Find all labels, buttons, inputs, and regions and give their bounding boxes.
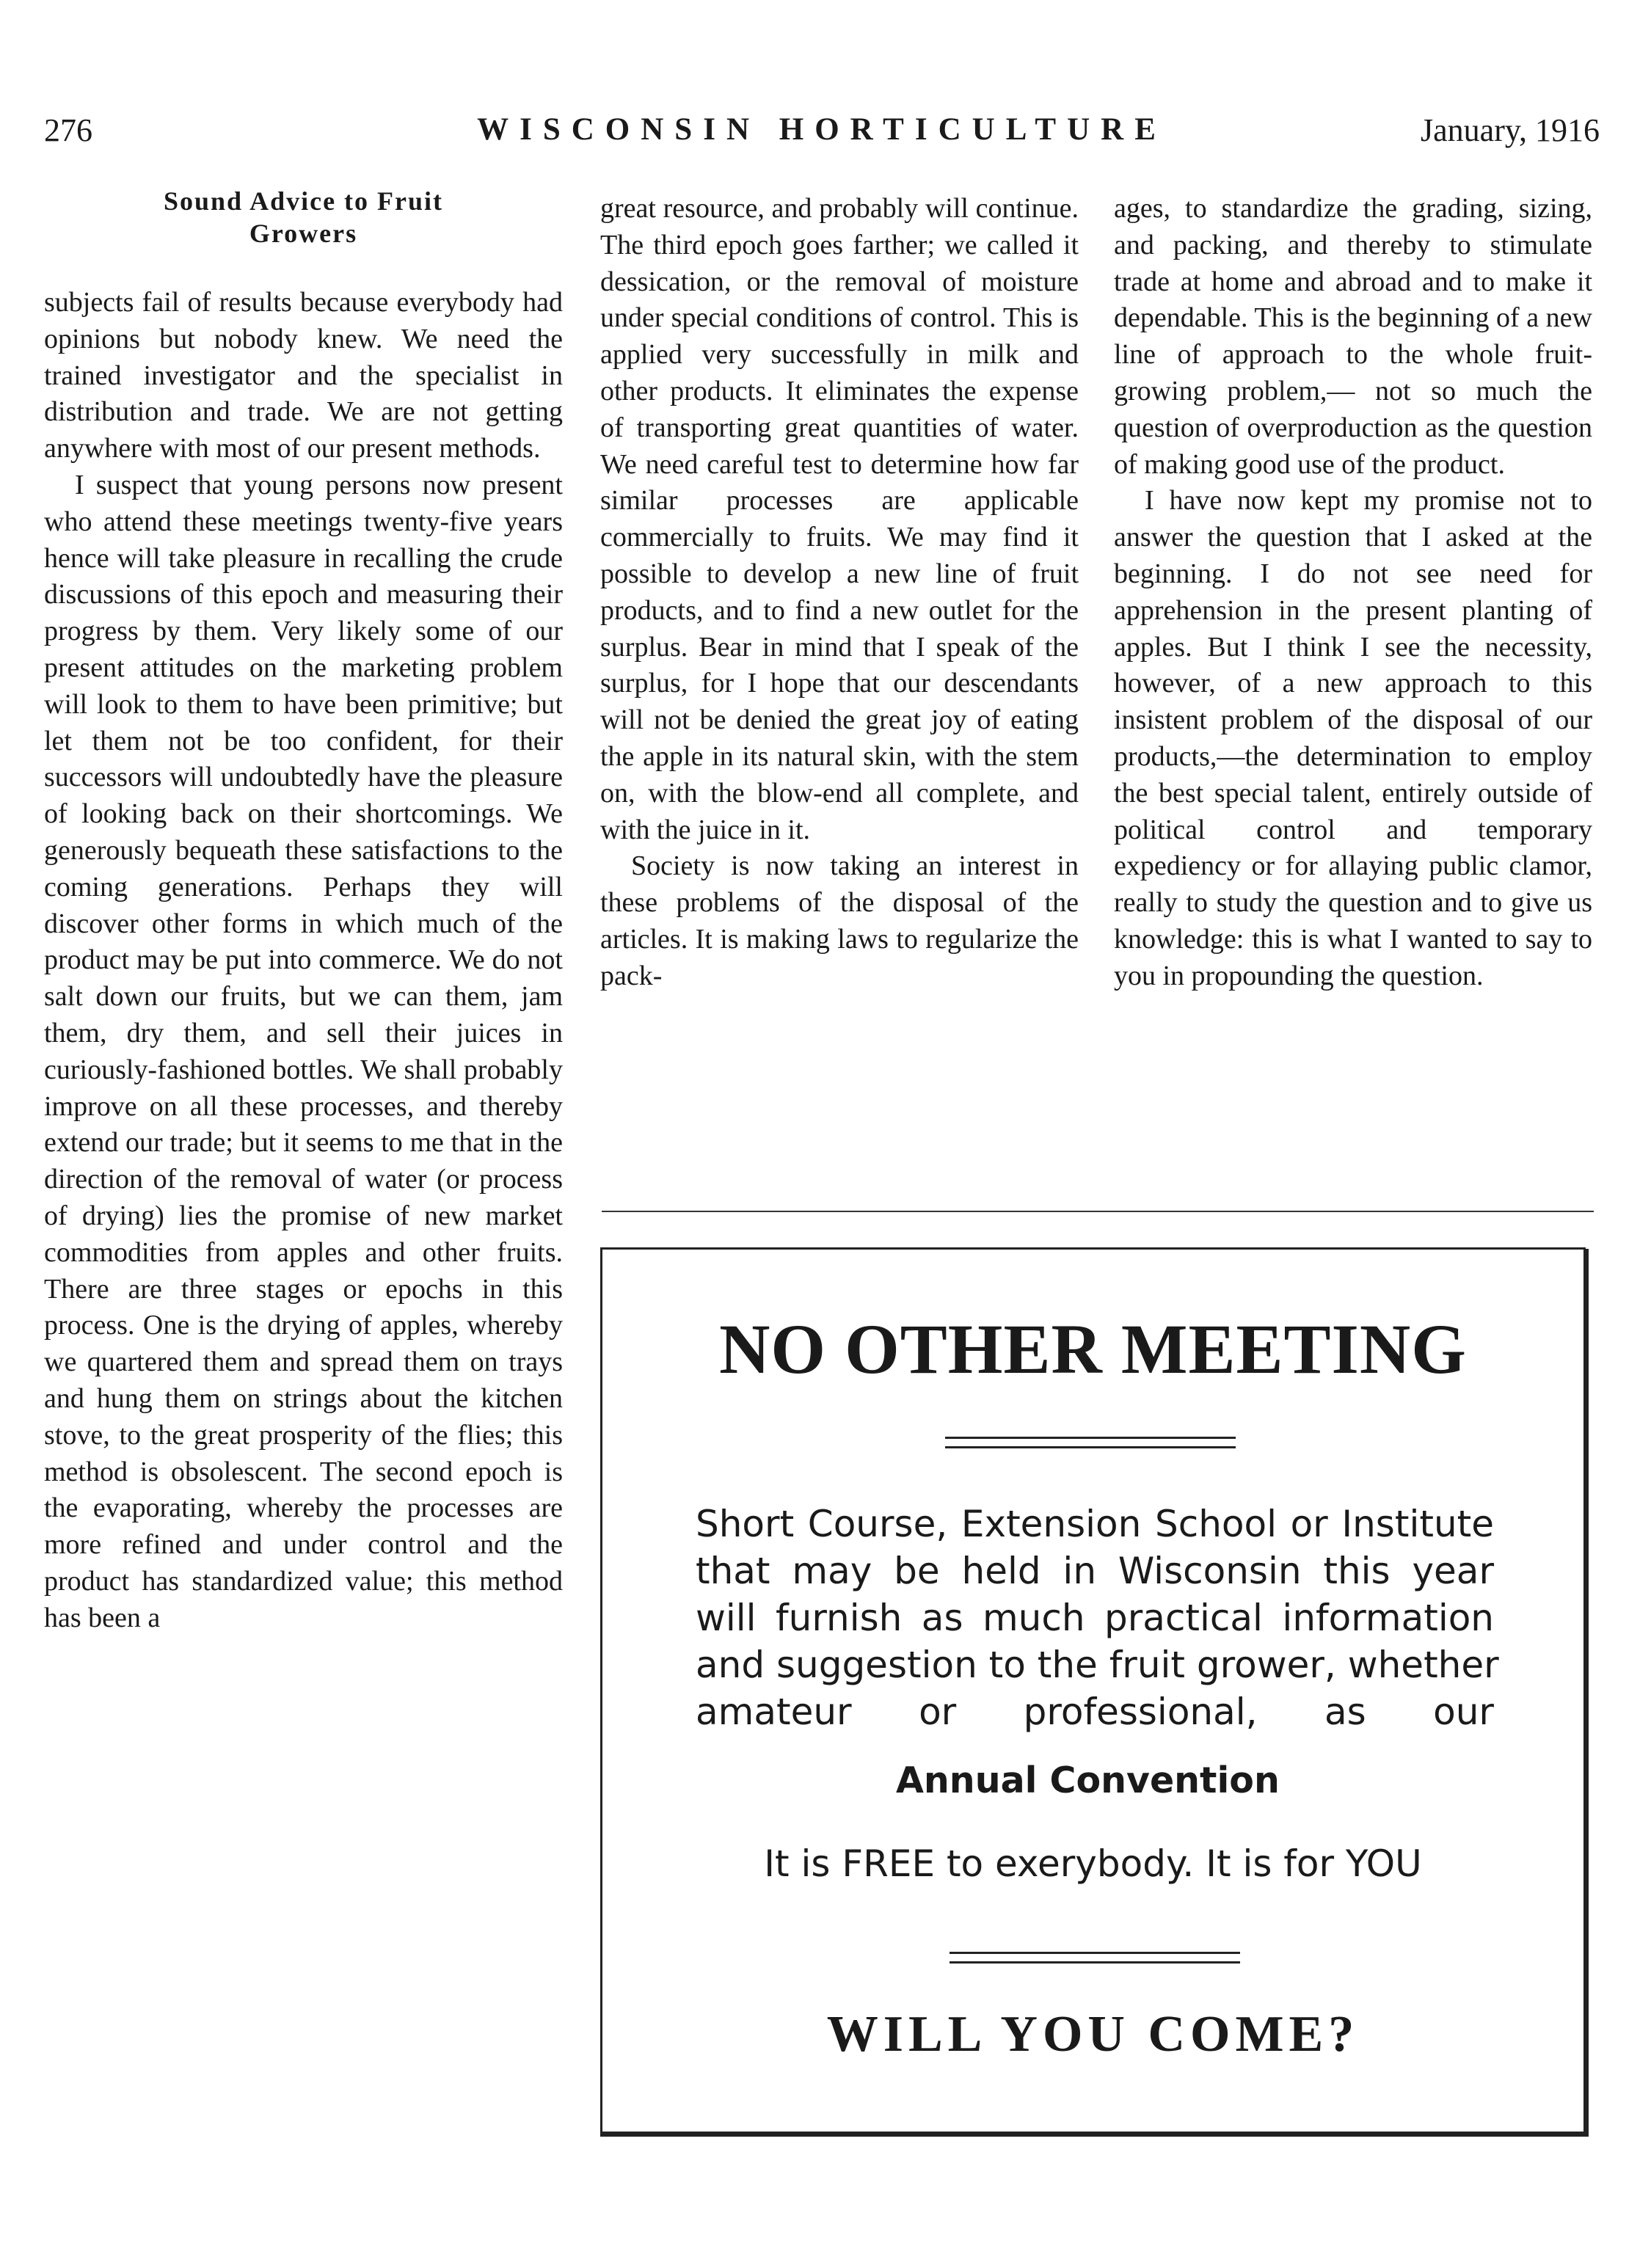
double-rule xyxy=(945,1437,1236,1448)
ad-border-shadow xyxy=(1586,1249,1589,2137)
paragraph: I suspect that young persons now present who attend these meetings twenty-five years hence will take pleasure in recalling the crude discussions of this epoch and measuring their progress by them. Very likely some of our present attitudes on the marketing problem will look to them to have been primitive; but let them not be too confident, for their successors will undoubtedly have the pleasure of looking back on their shortcomings. We generously bequeath these satisfactions to the coming generations. Perhaps they will discover other forms in which much of the product may be put into commerce. We do not salt down our fruits, but we can them, jam them, dry them, and sell their juices in curiously-fashioned bottles. We shall probably improve on all these processes, and thereby extend our trade; but it seems to me that in the direction of the removal of water (or process of drying) lies the promise of new market commodities from apples and other fruits. There are three stages or epochs in this process. One is the drying of apples, whereby we quartered them and spread them on trays and hung them on strings about the kitchen stove, to the great prosperity of the flies; this method is obsolescent. The second epoch is the evaporating, whereby the processes are more refined and under control and the product has standardized value; this method has been a xyxy=(44,469,563,1633)
column-3 xyxy=(1114,191,1592,995)
article-title-line-2: Growers xyxy=(249,219,358,248)
paragraph: Society is now taking an interest in these problems of the disposal of the articles. It is making laws to regularize the pack- xyxy=(600,850,1079,991)
paragraph: I have now kept my promise not to answer the question that I asked at the beginning. I do not see need for apprehension in the present planting of apples. But I think I see the necessity, however, of a new approach to this insistent problem of the disposal of our products,—the determination to employ the best special talent, entirely outside of political control and temporary expediency or for allaying public clamor, really to study the question and to give us knowledge: this is what I wanted to say to you in propounding the question. xyxy=(1114,485,1592,991)
divider-rule xyxy=(602,1211,1071,1212)
publication-title: WISCONSIN HORTICULTURE xyxy=(477,112,1167,147)
ad-closing-question: WILL YOU COME? xyxy=(826,2006,1360,2063)
ad-body-line: will furnish as much practical information xyxy=(696,1597,1494,1639)
paragraph: ages, to standardize the grading, sizing, and packing, and thereby to stimulate trade at home and abroad and to make it dependable. This is the beginning of a new line of approach to the whole fruit-growing problem,— not so much the question of overproduction as the question of making good use of the product. xyxy=(1114,193,1592,480)
article-title-line-1: Sound Advice to Fruit xyxy=(163,186,444,216)
free-admission-line: It is FREE to exerybody. It is for YOU xyxy=(764,1842,1422,1885)
annual-convention-label: Annual Convention xyxy=(896,1760,1280,1801)
ad-body-line: and suggestion to the fruit grower, whether xyxy=(696,1644,1499,1686)
paragraph: subjects fail of results because everybody had opinions but nobody knew. We need the trained investigator and the specialist in distribution and trade. We are not getting anywhere with most of our present methods. xyxy=(44,287,563,464)
ad-body-text xyxy=(696,1501,1499,1735)
ad-body-line: Short Course, Extension School or Institute xyxy=(696,1503,1494,1545)
divider-rule xyxy=(1071,1211,1594,1212)
running-header xyxy=(44,112,1600,156)
paragraph: great resource, and probably will continue. The third epoch goes farther; we called it dessication, or the removal of moisture under special conditions of control. This is applied very successfully in milk and other products. It eliminates the expense of transporting great quantities of water. We need careful test to determine how far similar processes are applicable commercially to fruits. We may find it possible to develop a new line of fruit products, and to find a new outlet for the surplus. Bear in mind that I speak of the surplus, for I hope that our descendants will not be denied the great joy of eating the apple in its natural skin, with the stem on, with the blow-end all complete, and with the juice in it. xyxy=(600,193,1079,845)
column-2 xyxy=(600,191,1079,995)
ad-headline: NO OTHER MEETING xyxy=(719,1310,1467,1388)
page-number: 276 xyxy=(44,112,92,148)
article-title xyxy=(44,185,563,249)
ad-body-line: that may be held in Wisconsin this year xyxy=(696,1550,1494,1592)
column-1 xyxy=(44,285,563,1636)
double-rule xyxy=(950,1952,1240,1963)
ad-body-line: amateur or professional, as our xyxy=(696,1691,1494,1733)
ad-border-shadow xyxy=(600,2134,1588,2137)
convention-advertisement xyxy=(600,1247,1586,2134)
issue-date: January, 1916 xyxy=(1421,112,1600,148)
